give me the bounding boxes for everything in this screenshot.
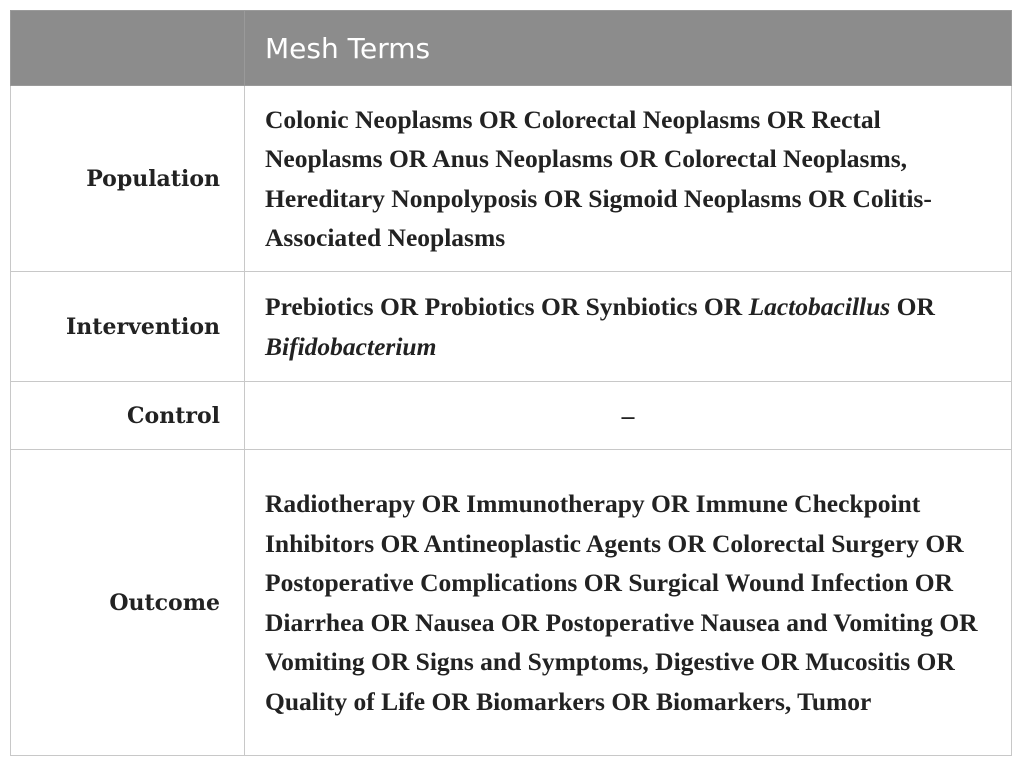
table-row-outcome	[11, 450, 1012, 756]
table-row-intervention	[11, 272, 1012, 382]
term-text: –	[621, 400, 635, 430]
row-terms-control	[245, 382, 1012, 450]
mesh-terms-table	[10, 10, 1012, 756]
row-label-outcome: Outcome	[11, 450, 245, 756]
term-text: Colonic Neoplasms OR Colorectal Neoplasms OR Rectal Neoplasms OR Anus Neoplasms OR Colorectal Neoplasms, Hereditary Nonpolyposis OR Sigmoid Neoplasms OR Colitis-Associated Neoplasms	[265, 104, 932, 252]
term-italic-text: Lactobacillus	[748, 292, 891, 321]
term-italic-text: Bifidobacterium	[265, 331, 437, 361]
header-terms-cell: Mesh Terms	[245, 11, 1012, 86]
row-terms-population	[245, 86, 1012, 272]
row-terms-outcome	[245, 450, 1012, 756]
term-text: Radiotherapy OR Immunotherapy OR Immune Checkpoint Inhibitors OR Antineoplastic Agents OR Colorectal Surgery OR Postoperative Complications OR Surgical Wound Infection OR Diarrhea OR Nausea OR Postoperative Nausea and Vomiting OR Vomiting OR Signs and Symptoms, Digestive OR Mucositis OR Quality of Life OR Biomarkers OR Biomarkers, Tumor	[265, 489, 978, 716]
term-text: Prebiotics OR Probiotics OR Synbiotics OR	[265, 292, 749, 321]
header-label-cell	[11, 11, 245, 86]
row-label-population: Population	[11, 86, 245, 272]
table-row-population	[11, 86, 1012, 272]
table-row-control	[11, 382, 1012, 450]
header-row	[11, 11, 1012, 86]
term-text: OR	[890, 292, 935, 321]
row-terms-intervention	[245, 272, 1012, 382]
row-label-control: Control	[11, 382, 245, 450]
row-label-intervention: Intervention	[11, 272, 245, 382]
